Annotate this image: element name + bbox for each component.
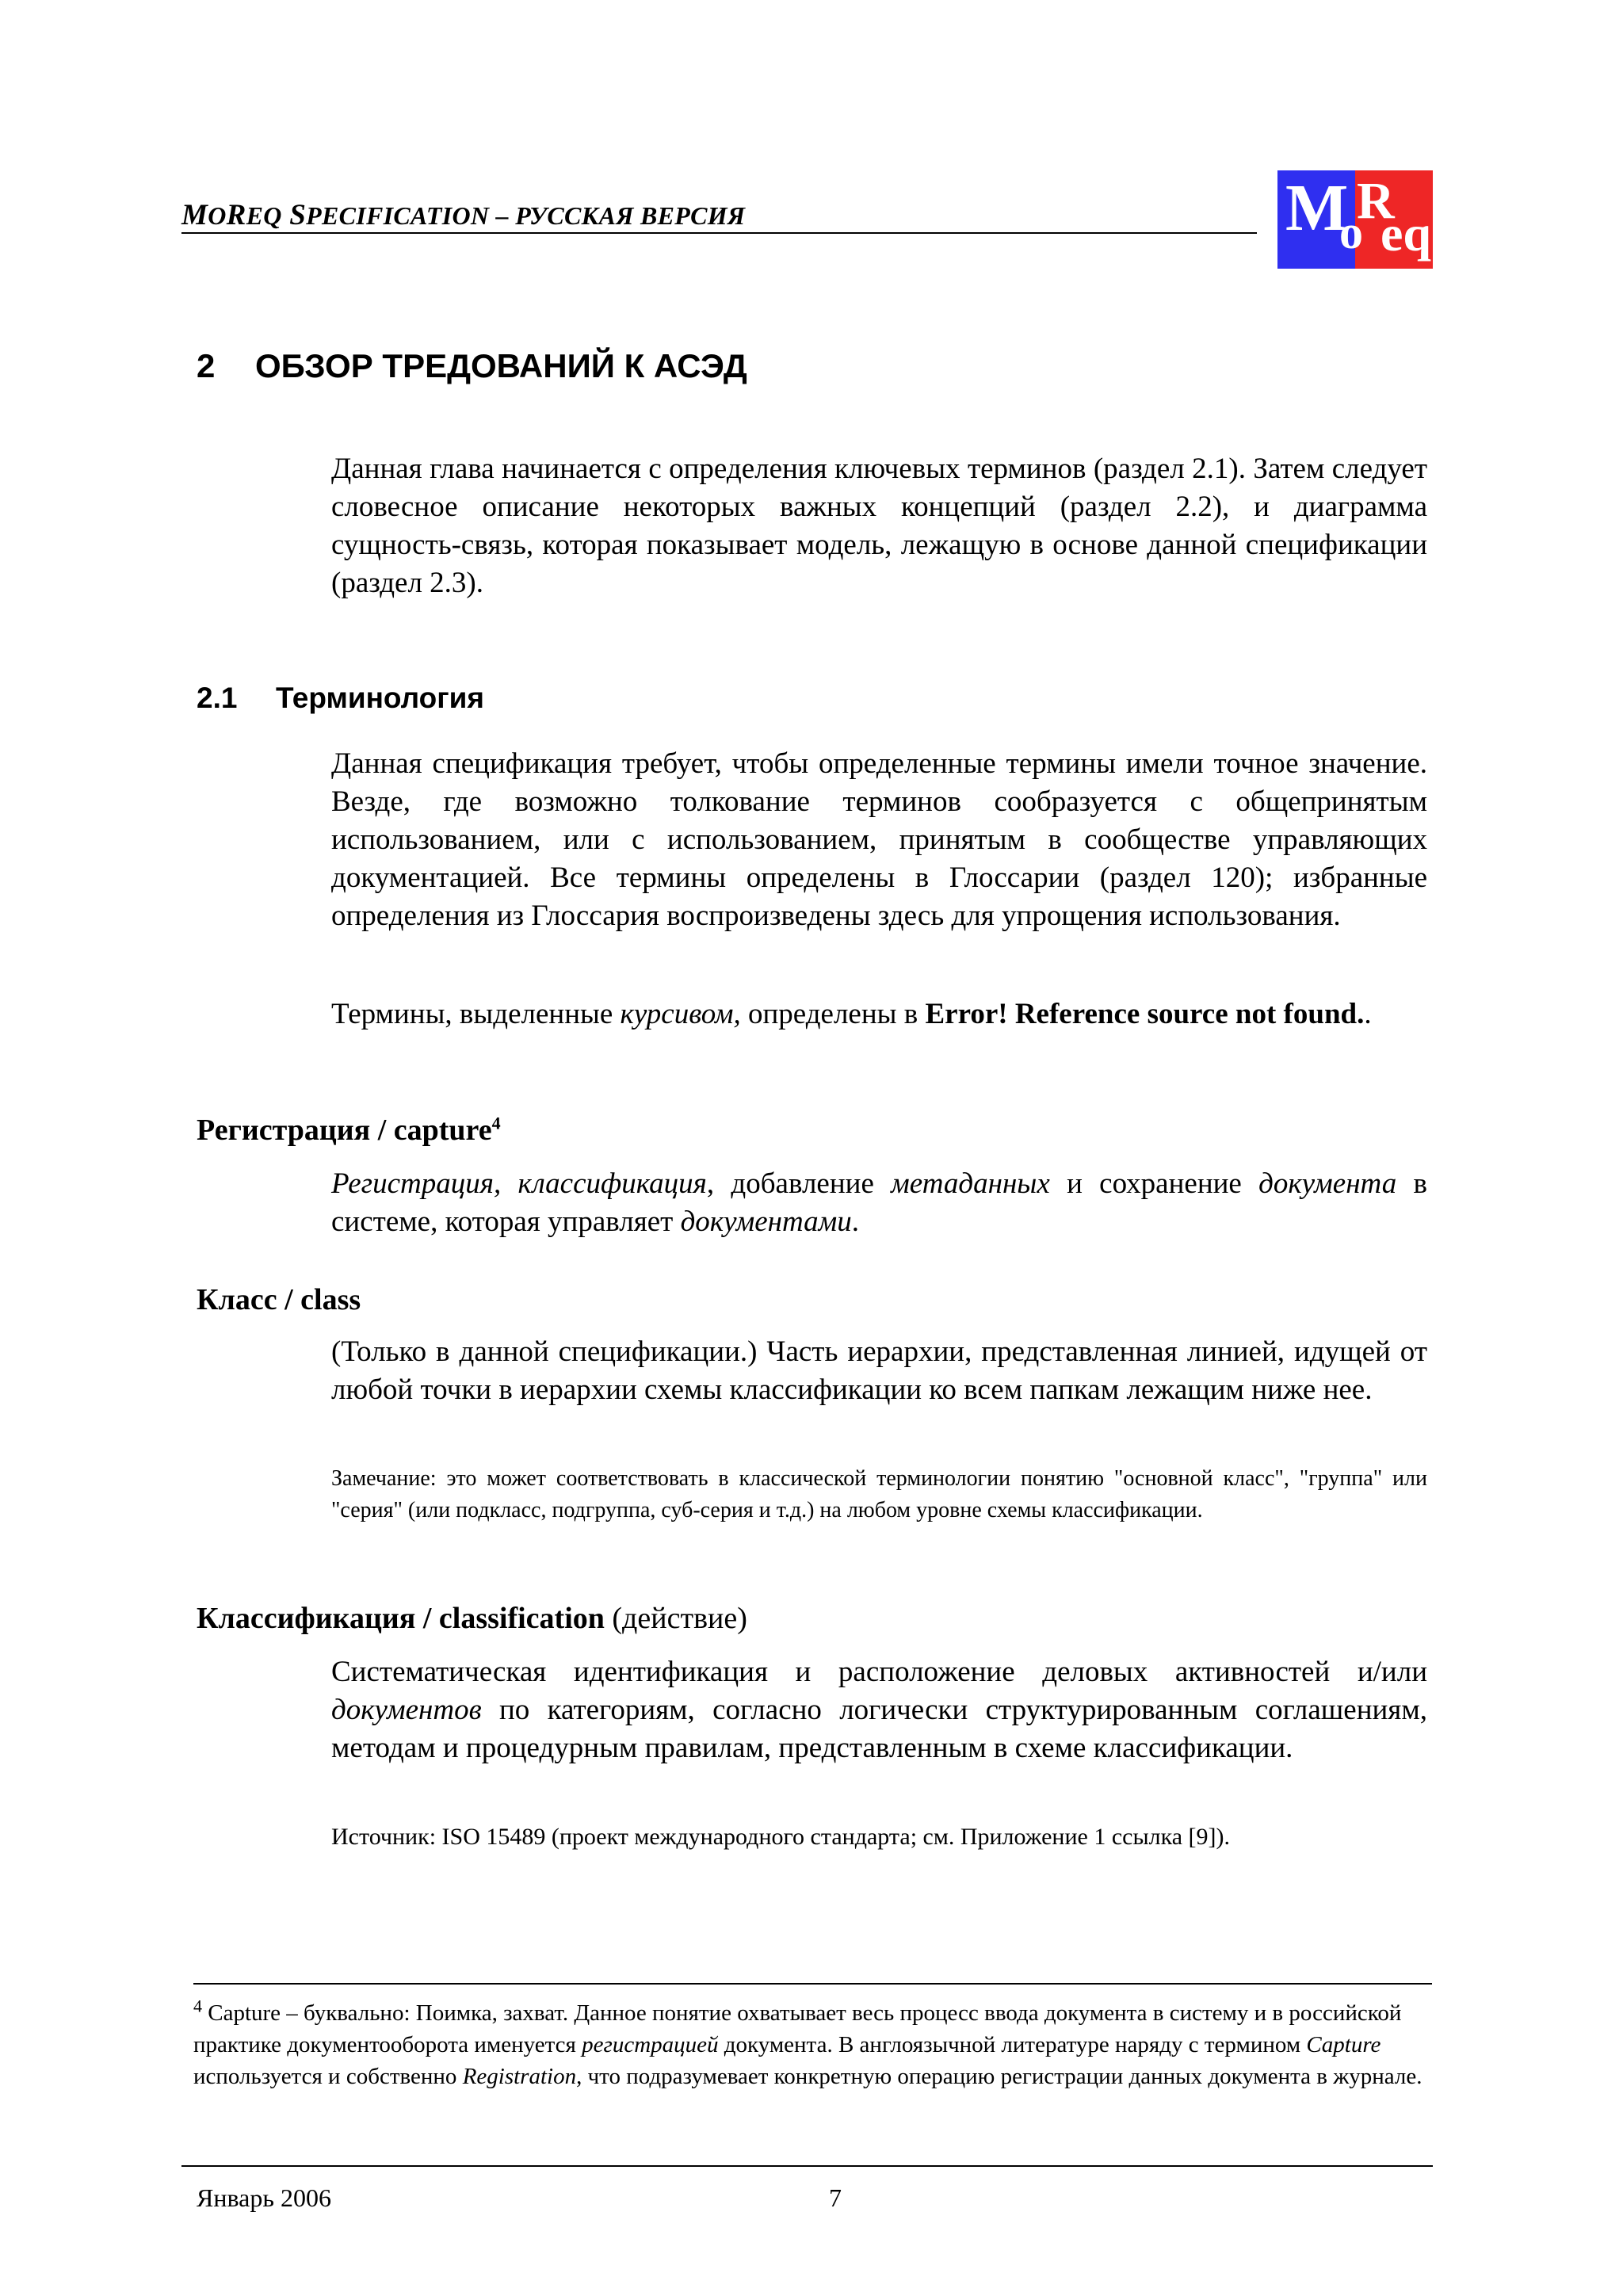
broken-reference: Error! Reference source not found.	[925, 998, 1365, 1030]
moreq-logo: M o R eq	[1277, 170, 1433, 269]
terminology-reference-paragraph: Термины, выделенные курсивом, определены в Error! Reference source not found..	[331, 998, 1372, 1030]
footnote-divider	[193, 1983, 1432, 1985]
term-source-classification: Источник: ISO 15489 (проект международного стандарта; см. Приложение 1 ссылка [9]).	[331, 1824, 1231, 1850]
running-header-title: MOREQ SPECIFICATION – РУССКАЯ ВЕРСИЯ	[181, 199, 746, 231]
section-number: 2.1	[197, 682, 238, 714]
section-heading	[197, 682, 484, 715]
terminology-paragraph: Данная спецификация требует, чтобы определенные термины имели точное значение. Везде, где возможно толкование терминов сообразуется с общепринятым использованием, или с использованием, принятым в сообществе управляющих документацией. Все термины определены в Глоссарии (раздел 120); избранные определения из Глоссария воспроизведены здесь для упрощения использования.	[331, 747, 1427, 932]
chapter-title: ОБЗОР ТРЕДОВАНИЙ К АСЭД	[255, 347, 747, 384]
term-heading-class: Класс / class	[197, 1283, 361, 1316]
footer-date: Январь 2006	[197, 2183, 331, 2212]
footnote	[193, 1997, 1430, 2092]
term-definition-capture: Регистрация, классификация, добавление метаданных и сохранение документа в системе, которая управляет документами.	[331, 1167, 1427, 1238]
term-heading-classification: Классификация / classification (действие)	[197, 1602, 747, 1635]
chapter-heading	[197, 347, 747, 385]
section-title: Терминология	[276, 682, 484, 714]
footnote-number: 4	[193, 1996, 202, 2016]
term-note-class: Замечание: это может соответствовать в классической терминологии понятию "основной класс", "группа" или "серия" (или подкласс, подгруппа, суб-серия и т.д.) на любом уровне схемы классификации.	[331, 1466, 1427, 1522]
term-definition-class: (Только в данной спецификации.) Часть иерархии, представленная линией, идущей от любой точки в иерархии схемы классификации ко всем папкам лежащим ниже нее.	[331, 1335, 1427, 1406]
page-number: 7	[829, 2183, 842, 2212]
footer-divider	[181, 2165, 1433, 2167]
footnote-ref[interactable]: 4	[491, 1113, 501, 1133]
term-definition-classification: Систематическая идентификация и расположение деловых активностей и/или документов по категориям, согласно логически структурированным соглашениям, методам и процедурным правилам, представленным в схеме классификации.	[331, 1656, 1427, 1764]
header-divider	[181, 232, 1257, 234]
term-heading-capture: Регистрация / capture$^4$	[197, 1113, 501, 1147]
footnote-body: $^4$ Capture – буквально: Поимка, захват. Данное понятие охватывает весь процесс ввода документа в систему и в российской практике документооборота именуется регистрацией документа. В англоязычной литературе наряду с термином Capture используется и собственно Registration, что подразумевает конкретную операцию регистрации данных документа в журнале.	[193, 1996, 1423, 2089]
chapter-intro: Данная глава начинается с определения ключевых терминов (раздел 2.1). Затем следует словесное описание некоторых важных концепций (раздел 2.2), и диаграмма сущность-связь, которая показывает модель, лежащую в основе данной спецификации (раздел 2.3).	[331, 453, 1427, 599]
chapter-number: 2	[197, 347, 216, 384]
